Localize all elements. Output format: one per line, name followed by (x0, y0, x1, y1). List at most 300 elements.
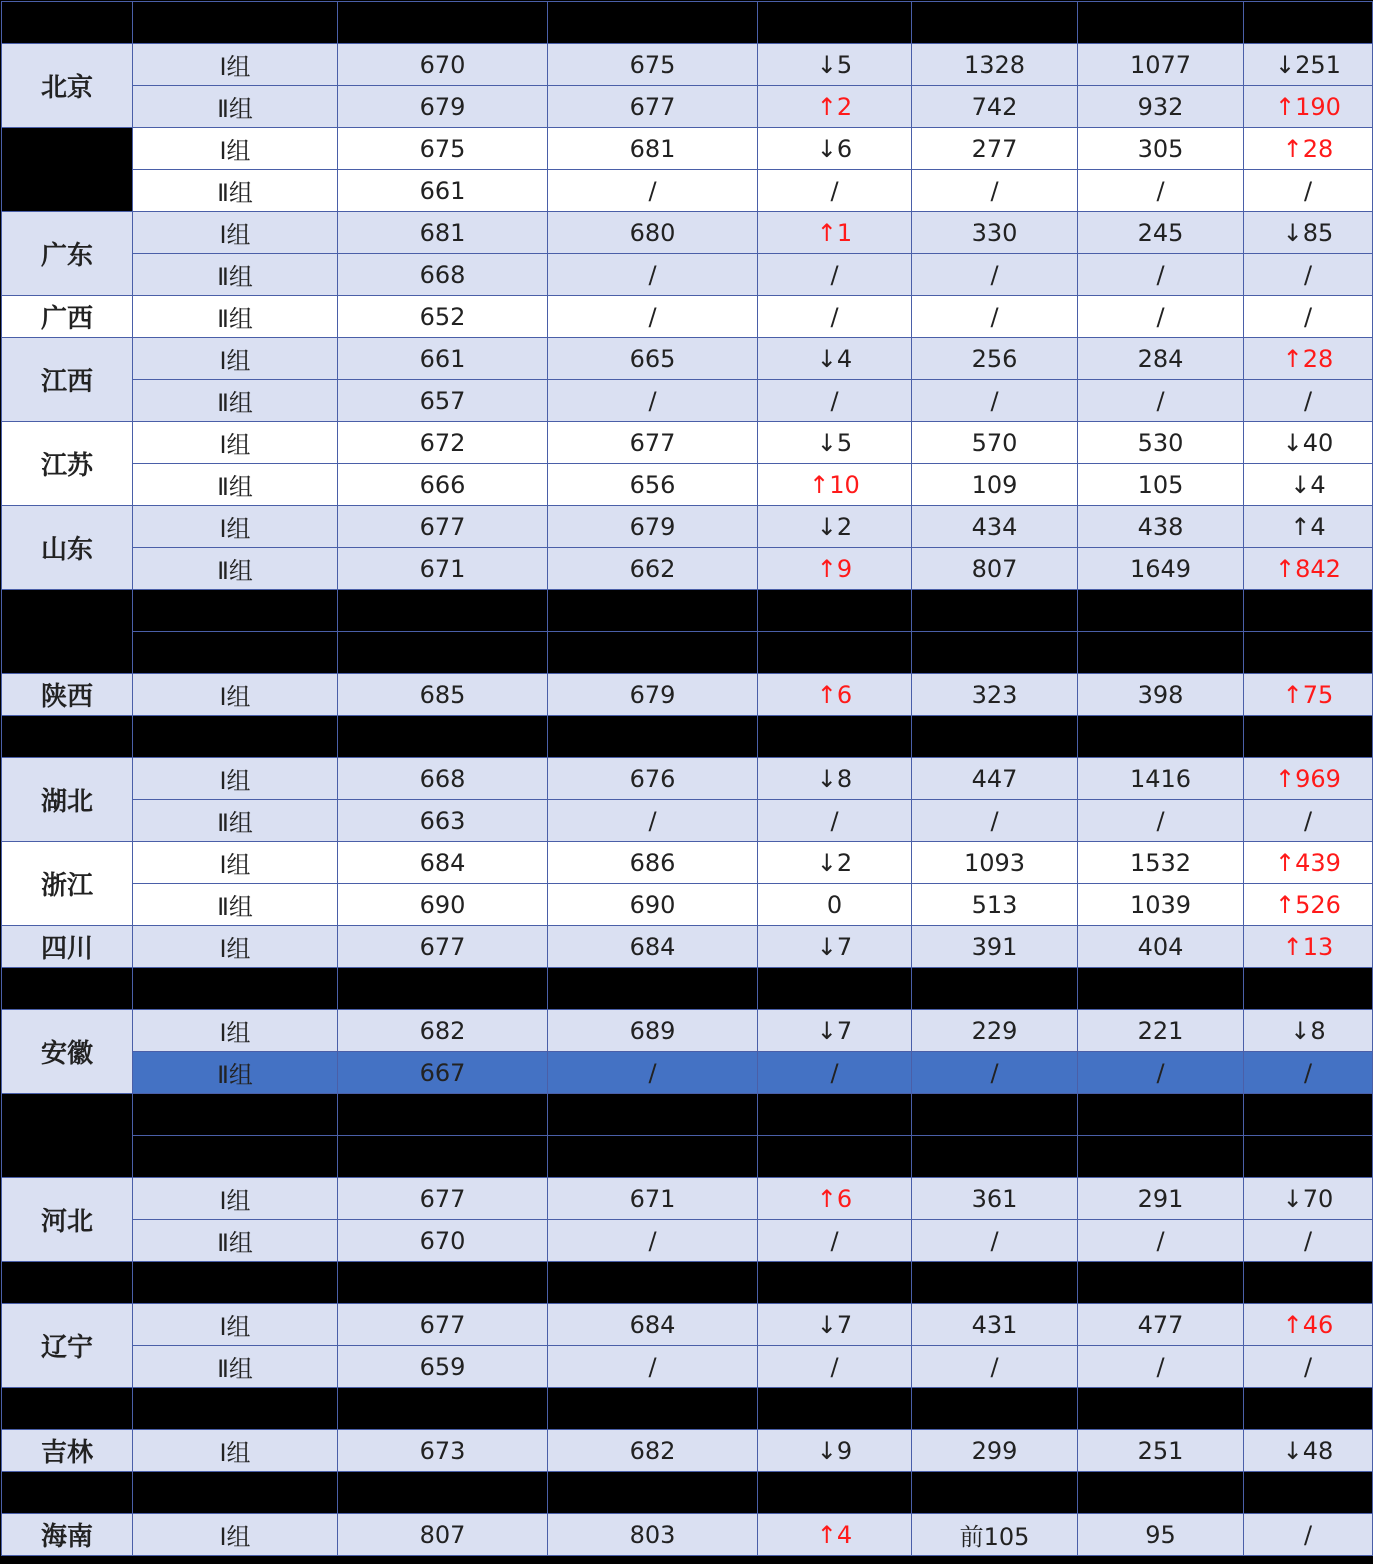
score-cell (548, 632, 758, 674)
rank-cell: / (1078, 1220, 1244, 1262)
score-cell: 807 (338, 1514, 548, 1556)
score-cell: / (548, 170, 758, 212)
rank-cell: 742 (912, 86, 1078, 128)
rank-cell (912, 1262, 1078, 1304)
group-cell: Ⅰ组 (133, 128, 338, 170)
score-cell: 675 (548, 44, 758, 86)
score-diff-cell: ↑6 (758, 674, 912, 716)
score-cell: 684 (548, 926, 758, 968)
table-row[interactable] (2, 212, 1373, 254)
rank-cell: 1093 (912, 842, 1078, 884)
score-cell: 671 (548, 1178, 758, 1220)
group-cell: Ⅱ组 (133, 170, 338, 212)
rank-cell: 前105 (912, 1514, 1078, 1556)
score-cell: 671 (338, 548, 548, 590)
rank-cell: 1077 (1078, 44, 1244, 86)
group-cell: Ⅰ组 (133, 506, 338, 548)
rank-cell: 361 (912, 1178, 1078, 1220)
score-diff-cell (758, 1472, 912, 1514)
rank-cell (1078, 632, 1244, 674)
table-row[interactable] (2, 1388, 1373, 1430)
score-diff-cell: ↑10 (758, 464, 912, 506)
group-cell: Ⅰ组 (133, 1010, 338, 1052)
group-cell: Ⅱ组 (133, 86, 338, 128)
rank-cell (912, 632, 1078, 674)
rank-diff-cell: / (1244, 254, 1373, 296)
rank-cell: / (912, 800, 1078, 842)
header-cell (1244, 2, 1373, 44)
group-cell (133, 1136, 338, 1178)
header-cell (1078, 2, 1244, 44)
rank-cell: / (912, 170, 1078, 212)
score-diff-cell: ↑9 (758, 548, 912, 590)
score-cell (548, 968, 758, 1010)
score-diff-cell: ↑1 (758, 212, 912, 254)
rank-diff-cell (1244, 1388, 1373, 1430)
rank-diff-cell: ↓251 (1244, 44, 1373, 86)
score-cell: 677 (338, 506, 548, 548)
province-cell (2, 716, 133, 758)
score-cell (548, 1136, 758, 1178)
score-cell (338, 1388, 548, 1430)
score-cell: 682 (338, 1010, 548, 1052)
table-row[interactable] (2, 1346, 1373, 1388)
rank-cell: 221 (1078, 1010, 1244, 1052)
rank-diff-cell: ↓48 (1244, 1430, 1373, 1472)
group-cell: Ⅰ组 (133, 44, 338, 86)
score-cell: / (548, 1346, 758, 1388)
rank-cell: / (1078, 296, 1244, 338)
table-row[interactable] (2, 548, 1373, 590)
score-cell (548, 1094, 758, 1136)
rank-cell: / (912, 296, 1078, 338)
score-cell: 679 (338, 86, 548, 128)
table-row[interactable] (2, 800, 1373, 842)
province-cell: 浙江 (2, 842, 133, 926)
rank-cell: / (1078, 1346, 1244, 1388)
rank-diff-cell: ↑969 (1244, 758, 1373, 800)
rank-cell (1078, 1136, 1244, 1178)
score-cell (338, 1094, 548, 1136)
rank-cell: 105 (1078, 464, 1244, 506)
group-cell (133, 632, 338, 674)
score-cell: 659 (338, 1346, 548, 1388)
score-cell: 661 (338, 170, 548, 212)
rank-diff-cell: / (1244, 1346, 1373, 1388)
group-cell: Ⅱ组 (133, 254, 338, 296)
score-diff-cell: ↑6 (758, 1178, 912, 1220)
rank-cell (912, 1388, 1078, 1430)
province-cell (2, 1094, 133, 1178)
score-cell (338, 1472, 548, 1514)
rank-cell: / (912, 254, 1078, 296)
rank-diff-cell: ↑38 (1244, 716, 1373, 758)
province-cell: 海南 (2, 1514, 133, 1556)
rank-cell: 245 (1078, 212, 1244, 254)
header-cell (133, 2, 338, 44)
province-cell: 四川 (2, 926, 133, 968)
rank-cell: 277 (912, 128, 1078, 170)
rank-cell: / (912, 1220, 1078, 1262)
rank-diff-cell: ↑439 (1244, 842, 1373, 884)
score-diff-cell: ↓8 (758, 758, 912, 800)
score-diff-cell (758, 632, 912, 674)
rank-cell: 330 (912, 212, 1078, 254)
score-cell: 690 (548, 884, 758, 926)
score-cell: 656 (548, 464, 758, 506)
province-cell (2, 1472, 133, 1514)
rank-diff-cell (1244, 632, 1373, 674)
score-cell: / (548, 800, 758, 842)
score-cell (338, 590, 548, 632)
group-cell: Ⅰ组 (133, 1304, 338, 1346)
province-cell: 湖北 (2, 758, 133, 842)
rank-cell (1078, 968, 1244, 1010)
rank-diff-cell: ↓4 (1244, 464, 1373, 506)
score-cell: 677 (548, 86, 758, 128)
rank-cell (1078, 590, 1244, 632)
province-cell (2, 968, 133, 1010)
rank-diff-cell (1244, 1262, 1373, 1304)
rank-cell: 109 (912, 464, 1078, 506)
score-cell: 667 (338, 1052, 548, 1094)
table-row[interactable] (2, 1472, 1373, 1514)
table-row[interactable] (2, 758, 1373, 800)
score-diff-cell: ↑6 (758, 1262, 912, 1304)
score-cell: 679 (548, 506, 758, 548)
rank-cell (1078, 1094, 1244, 1136)
rank-diff-cell: ↓85 (1244, 212, 1373, 254)
score-cell: 661 (338, 338, 548, 380)
rank-cell: 1649 (1078, 548, 1244, 590)
province-cell: 安徽 (2, 1010, 133, 1094)
rank-cell: 434 (912, 506, 1078, 548)
rank-cell: 570 (912, 422, 1078, 464)
score-cell: 680 (548, 212, 758, 254)
score-table (1, 1, 1373, 1556)
score-cell: 672 (338, 422, 548, 464)
table-row[interactable] (2, 1010, 1373, 1052)
group-cell: Ⅱ组 (133, 800, 338, 842)
rank-cell: 1328 (912, 44, 1078, 86)
score-cell: 689 (548, 1010, 758, 1052)
table-row[interactable] (2, 254, 1373, 296)
table-row[interactable] (2, 632, 1373, 674)
table-row[interactable] (2, 1430, 1373, 1472)
score-cell (548, 1472, 758, 1514)
group-cell: Ⅰ组 (133, 842, 338, 884)
table-row[interactable] (2, 1094, 1373, 1136)
score-cell: / (548, 1220, 758, 1262)
province-cell (2, 1388, 133, 1430)
score-diff-cell: / (758, 170, 912, 212)
score-diff-cell: / (758, 1052, 912, 1094)
group-cell: Ⅱ组 (133, 548, 338, 590)
province-cell: 江西 (2, 338, 133, 422)
table-row[interactable] (2, 926, 1373, 968)
table-row[interactable] (2, 842, 1373, 884)
score-cell (548, 716, 758, 758)
rank-cell: 513 (912, 884, 1078, 926)
rank-diff-cell: ↑86 (1244, 1472, 1373, 1514)
rank-cell: 95 (1078, 1514, 1244, 1556)
rank-diff-cell: ↓8 (1244, 1010, 1373, 1052)
group-cell: Ⅰ组 (133, 1430, 338, 1472)
score-cell: 665 (548, 338, 758, 380)
rank-cell (1078, 716, 1244, 758)
group-cell: Ⅰ组 (133, 212, 338, 254)
score-diff-cell: ↓9 (758, 1430, 912, 1472)
score-cell: / (548, 1052, 758, 1094)
score-cell: 681 (548, 128, 758, 170)
score-cell: 685 (338, 674, 548, 716)
rank-cell (912, 590, 1078, 632)
rank-cell (912, 968, 1078, 1010)
rank-cell: 229 (912, 1010, 1078, 1052)
group-cell: Ⅰ组 (133, 1514, 338, 1556)
table-body (2, 2, 1373, 1556)
rank-diff-cell: / (1244, 1514, 1373, 1556)
table-row[interactable] (2, 1304, 1373, 1346)
score-diff-cell: ↓4 (758, 338, 912, 380)
score-cell: 682 (548, 1430, 758, 1472)
score-cell: 803 (548, 1514, 758, 1556)
province-cell: 广东 (2, 212, 133, 296)
table-row[interactable] (2, 86, 1373, 128)
rank-diff-cell: ↑190 (1244, 86, 1373, 128)
rank-cell (912, 1136, 1078, 1178)
score-cell: 652 (338, 296, 548, 338)
score-diff-cell: ↑8 (758, 1094, 912, 1136)
score-cell: 666 (338, 464, 548, 506)
table-header-row (2, 2, 1373, 44)
rank-diff-cell: / (1244, 1220, 1373, 1262)
rank-cell (1078, 1472, 1244, 1514)
score-diff-cell: ↑4 (758, 1514, 912, 1556)
score-diff-cell: ↑6 (758, 590, 912, 632)
rank-cell: / (1078, 800, 1244, 842)
rank-cell: 284 (1078, 338, 1244, 380)
group-cell: Ⅰ组 (133, 674, 338, 716)
rank-cell (1078, 1262, 1244, 1304)
province-cell (2, 128, 133, 212)
header-cell (338, 2, 548, 44)
rank-diff-cell: ↓70 (1244, 1178, 1373, 1220)
rank-diff-cell: / (1244, 170, 1373, 212)
rank-diff-cell: ↑4 (1244, 506, 1373, 548)
table-row[interactable] (2, 380, 1373, 422)
rank-cell: / (912, 1346, 1078, 1388)
score-cell: / (548, 380, 758, 422)
score-diff-cell (758, 716, 912, 758)
score-cell: 663 (338, 800, 548, 842)
group-cell (133, 1262, 338, 1304)
group-cell (133, 590, 338, 632)
rank-cell: 447 (912, 758, 1078, 800)
group-cell (133, 968, 338, 1010)
rank-cell: 477 (1078, 1304, 1244, 1346)
rank-cell: 305 (1078, 128, 1244, 170)
rank-cell: 291 (1078, 1178, 1244, 1220)
group-cell: Ⅰ组 (133, 758, 338, 800)
group-cell: Ⅱ组 (133, 464, 338, 506)
rank-diff-cell: ↑18 (1244, 968, 1373, 1010)
rank-cell (912, 1094, 1078, 1136)
table-row[interactable] (2, 44, 1373, 86)
table-row[interactable] (2, 170, 1373, 212)
group-cell: Ⅱ组 (133, 296, 338, 338)
score-cell: 675 (338, 128, 548, 170)
rank-cell: 323 (912, 674, 1078, 716)
rank-diff-cell: / (1244, 1052, 1373, 1094)
group-cell: Ⅰ组 (133, 338, 338, 380)
score-cell: 662 (548, 548, 758, 590)
score-cell: 677 (338, 1304, 548, 1346)
header-cell (548, 2, 758, 44)
rank-cell: 1039 (1078, 884, 1244, 926)
rank-cell: 438 (1078, 506, 1244, 548)
score-cell: 681 (338, 212, 548, 254)
score-diff-cell: ↓2 (758, 842, 912, 884)
score-cell (338, 1136, 548, 1178)
province-cell: 北京 (2, 44, 133, 128)
score-cell: 668 (338, 254, 548, 296)
rank-diff-cell: ↑526 (1244, 884, 1373, 926)
province-cell: 辽宁 (2, 1304, 133, 1388)
score-cell: 684 (338, 842, 548, 884)
rank-cell: 256 (912, 338, 1078, 380)
table-row[interactable] (2, 464, 1373, 506)
table-row[interactable] (2, 296, 1373, 338)
rank-cell: 431 (912, 1304, 1078, 1346)
score-cell (338, 716, 548, 758)
score-diff-cell: / (758, 800, 912, 842)
table-row[interactable] (2, 1136, 1373, 1178)
score-diff-cell: ↑7 (758, 1136, 912, 1178)
province-cell: 广西 (2, 296, 133, 338)
table-row[interactable] (2, 1514, 1373, 1556)
score-cell: 679 (548, 674, 758, 716)
score-diff-cell: ↓2 (758, 506, 912, 548)
rank-cell: / (1078, 380, 1244, 422)
header-cell (2, 2, 133, 44)
score-diff-cell: / (758, 1346, 912, 1388)
score-cell (338, 968, 548, 1010)
table-row[interactable] (2, 716, 1373, 758)
group-cell (133, 1472, 338, 1514)
rank-cell: 530 (1078, 422, 1244, 464)
province-cell (2, 590, 133, 674)
score-cell: 673 (338, 1430, 548, 1472)
rank-diff-cell: ↑13 (1244, 926, 1373, 968)
score-diff-cell: / (758, 254, 912, 296)
province-cell: 江苏 (2, 422, 133, 506)
score-cell: 684 (548, 1304, 758, 1346)
province-cell: 吉林 (2, 1430, 133, 1472)
rank-cell: 251 (1078, 1430, 1244, 1472)
group-cell (133, 716, 338, 758)
table-row[interactable] (2, 1178, 1373, 1220)
rank-cell: 391 (912, 926, 1078, 968)
score-diff-cell (758, 968, 912, 1010)
score-diff-cell: / (758, 380, 912, 422)
rank-cell: 1532 (1078, 842, 1244, 884)
table-row[interactable] (2, 128, 1373, 170)
score-diff-cell (758, 1388, 912, 1430)
score-diff-cell: / (758, 1220, 912, 1262)
score-cell: / (548, 296, 758, 338)
rank-diff-cell: ↑46 (1244, 1304, 1373, 1346)
table-row[interactable] (2, 1220, 1373, 1262)
group-cell: Ⅱ组 (133, 1052, 338, 1094)
score-diff-cell: 0 (758, 884, 912, 926)
table-row[interactable] (2, 884, 1373, 926)
table-row[interactable] (2, 1262, 1373, 1304)
rank-diff-cell: ↑28 (1244, 128, 1373, 170)
table-row[interactable] (2, 674, 1373, 716)
group-cell: Ⅱ组 (133, 1220, 338, 1262)
province-cell: 陕西 (2, 674, 133, 716)
score-cell: 670 (338, 1220, 548, 1262)
header-cell (758, 2, 912, 44)
score-cell: 686 (548, 842, 758, 884)
table-row[interactable] (2, 1052, 1373, 1094)
table-row[interactable] (2, 590, 1373, 632)
rank-cell: 404 (1078, 926, 1244, 968)
group-cell (133, 1094, 338, 1136)
score-cell: 677 (548, 422, 758, 464)
score-diff-cell: ↓7 (758, 926, 912, 968)
rank-diff-cell: ↑108 (1244, 1094, 1373, 1136)
group-cell (133, 1388, 338, 1430)
score-cell: 677 (338, 926, 548, 968)
rank-cell: 398 (1078, 674, 1244, 716)
table-row[interactable] (2, 338, 1373, 380)
score-cell: 676 (548, 758, 758, 800)
group-cell: Ⅰ组 (133, 1178, 338, 1220)
table-row[interactable] (2, 422, 1373, 464)
rank-diff-cell: ↑75 (1244, 674, 1373, 716)
rank-cell: 807 (912, 548, 1078, 590)
table-row[interactable] (2, 968, 1373, 1010)
rank-diff-cell: ↑49 (1244, 1136, 1373, 1178)
group-cell: Ⅰ组 (133, 422, 338, 464)
score-diff-cell: ↓5 (758, 44, 912, 86)
rank-cell (912, 1472, 1078, 1514)
score-cell (548, 1388, 758, 1430)
score-diff-cell: ↓7 (758, 1304, 912, 1346)
rank-cell: / (1078, 254, 1244, 296)
score-cell: 668 (338, 758, 548, 800)
table-row[interactable] (2, 506, 1373, 548)
score-diff-cell: / (758, 296, 912, 338)
rank-cell: / (1078, 170, 1244, 212)
score-cell (338, 632, 548, 674)
score-cell (548, 1262, 758, 1304)
rank-diff-cell: ↑28 (1244, 338, 1373, 380)
score-cell: 677 (338, 1178, 548, 1220)
rank-cell: / (1078, 1052, 1244, 1094)
province-cell (2, 1262, 133, 1304)
score-cell (548, 590, 758, 632)
score-cell: 690 (338, 884, 548, 926)
score-cell (338, 1262, 548, 1304)
rank-diff-cell: / (1244, 296, 1373, 338)
score-diff-cell: ↓5 (758, 422, 912, 464)
score-cell: 670 (338, 44, 548, 86)
score-diff-cell: ↑2 (758, 86, 912, 128)
header-cell (912, 2, 1078, 44)
